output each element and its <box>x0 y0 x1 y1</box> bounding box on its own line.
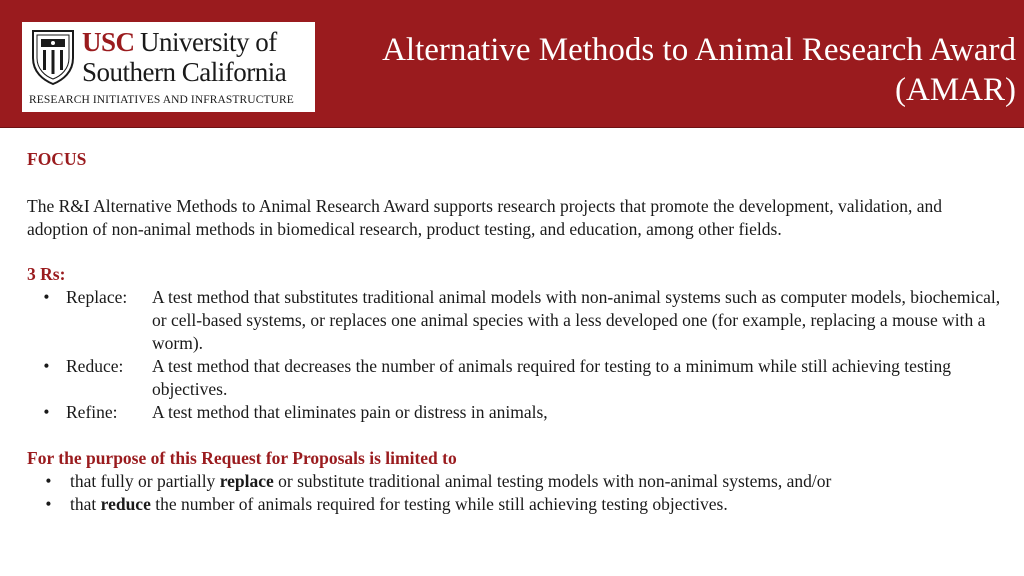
rs-description: A test method that eliminates pain or distress in animals, <box>152 402 548 422</box>
rs-description: A test method that decreases the number of animals required for testing to a minimum while still achieving testing objectives. <box>152 356 951 399</box>
usc-logo[interactable] <box>22 22 315 112</box>
purpose-heading: For the purpose of this Request for Proposals is limited to <box>27 448 457 468</box>
purpose-keyword: reduce <box>100 494 151 514</box>
rs-term: Refine: <box>66 402 118 422</box>
purpose-list <box>27 470 1007 516</box>
purpose-text <box>70 493 728 516</box>
focus-paragraph: The R&I Alternative Methods to Animal Research Award supports research projects that promote the development, validation, and adoption of non-animal methods in biomedical research, product testing, and education, among other fields. <box>27 196 942 239</box>
rs-description: A test method that substitutes traditional animal models with non-animal systems such as computer models, biochemical, or cell-based systems, or replaces one animal species with a less developed one (for example, replacing a mouse with a worm). <box>152 287 1001 353</box>
purpose-item-reduce <box>27 493 1007 516</box>
purpose-text-after: the number of animals required for testing while still achieving testing objectives. <box>150 494 728 514</box>
bullet-icon: • <box>45 471 52 491</box>
purpose-text-after: or substitute traditional animal testing models with non-animal systems, and/or <box>273 471 832 491</box>
bullet-icon: • <box>43 402 50 422</box>
logo-southern-california-text: Southern California <box>82 57 287 87</box>
purpose-keyword: replace <box>219 471 274 491</box>
rs-term: Replace: <box>66 287 128 307</box>
three-rs-heading: 3 Rs: <box>27 264 66 284</box>
rs-item-reduce <box>27 355 1007 401</box>
logo-subtitle: RESEARCH INITIATIVES AND INFRASTRUCTURE <box>29 94 294 106</box>
rs-item-replace <box>27 286 1007 355</box>
title-line-2: (AMAR) <box>895 72 1016 108</box>
page-title <box>316 30 1016 110</box>
main-content <box>27 148 1007 516</box>
bullet-icon: • <box>45 494 52 514</box>
focus-heading: FOCUS <box>27 149 87 169</box>
rs-term: Reduce: <box>66 356 124 376</box>
logo-usc-text: USC <box>82 27 135 57</box>
title-line-1: Alternative Methods to Animal Research Award <box>382 32 1016 68</box>
bullet-icon: • <box>43 356 50 376</box>
rs-item-refine <box>27 401 1007 424</box>
purpose-text <box>70 470 831 493</box>
purpose-item-replace <box>27 470 1007 493</box>
purpose-text-before: that <box>70 494 101 514</box>
purpose-text-before: that fully or partially <box>70 471 220 491</box>
usc-seal-icon <box>30 28 76 86</box>
header-banner <box>0 0 1024 128</box>
logo-university-of-text: University of <box>140 27 277 57</box>
three-rs-list <box>27 286 1007 424</box>
bullet-icon: • <box>43 287 50 307</box>
